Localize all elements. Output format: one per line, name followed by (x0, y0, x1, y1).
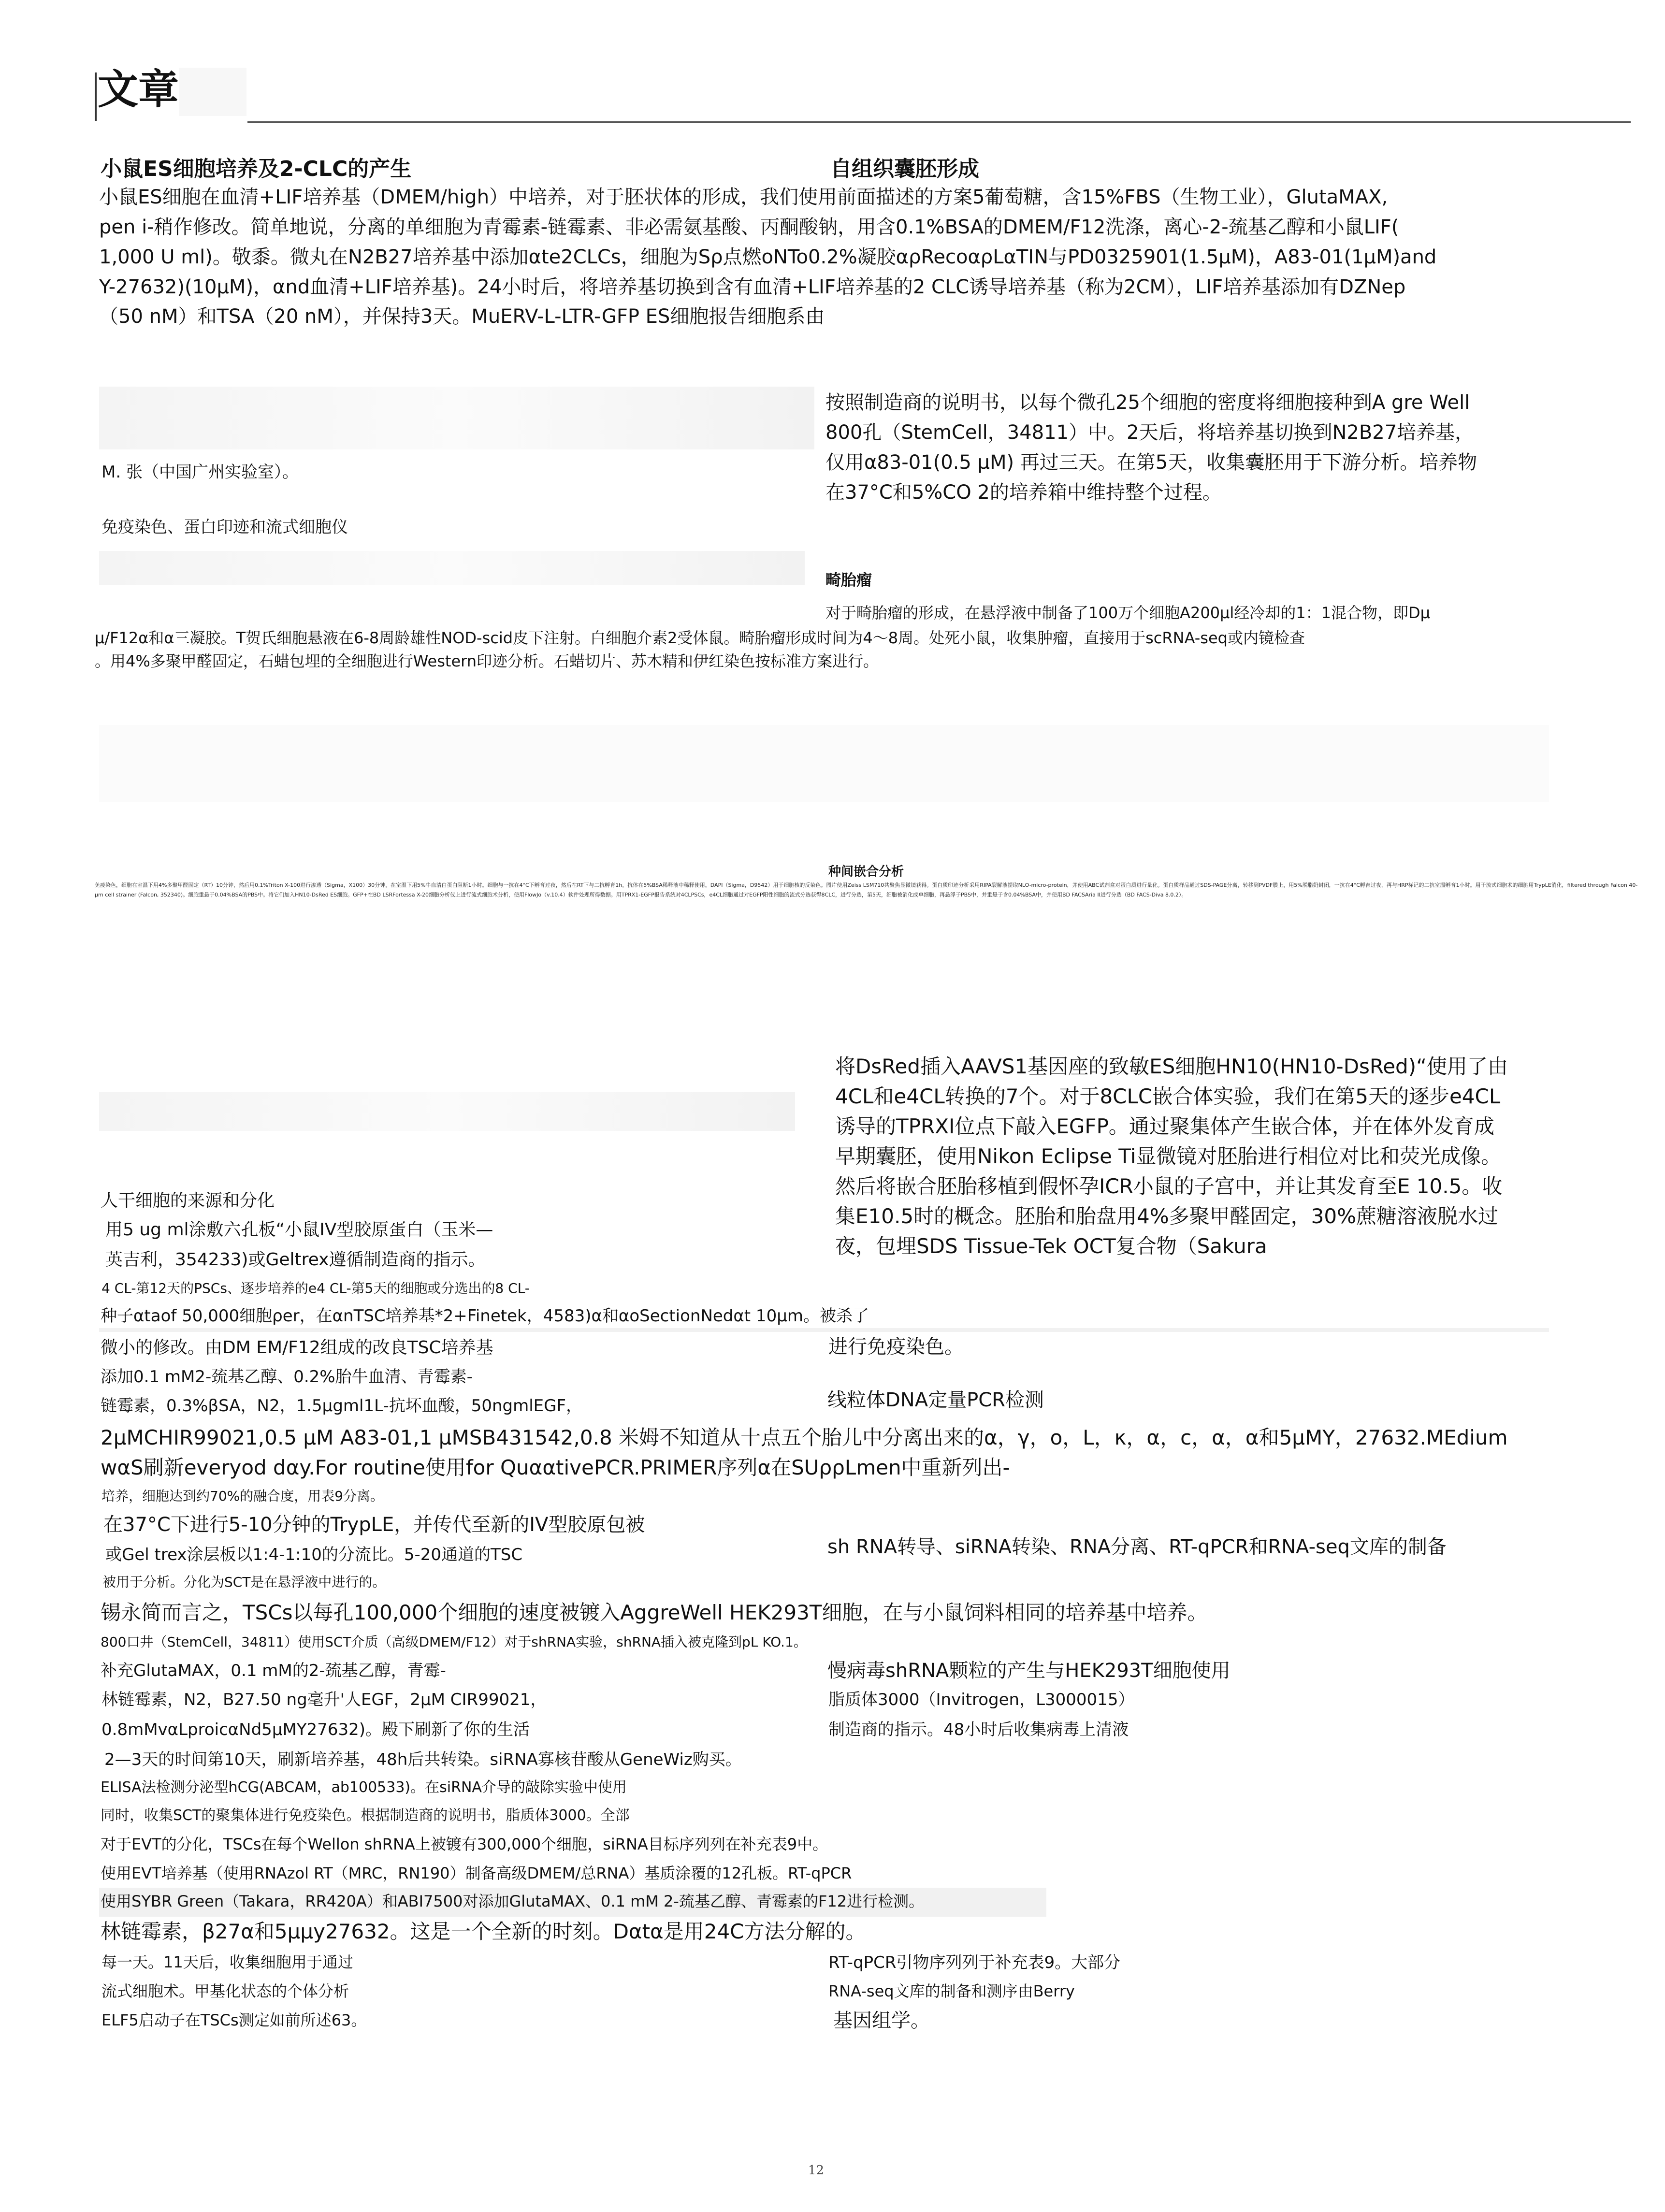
page-title: 文章 (98, 66, 179, 113)
text-line: （50 nM）和TSA（20 nM），并保持3天。MuERV-L-LTR-GFP ES细胞报告细胞系由 (99, 305, 825, 328)
text-line: 被用于分析。分化为SCT是在悬浮液中进行的。 (102, 1574, 386, 1590)
shaded-line-bg (99, 1328, 1549, 1332)
text-line: ELISA法检测分泌型hCG(ABCAM，ab100533)。在siRNA介导的敲除实验中使用 (101, 1779, 627, 1796)
section-title-lentivirus: 慢病毒shRNA颗粒的产生与HEK293T细胞使用 (827, 1660, 1231, 1682)
text-line: 小鼠ES细胞在血清+LIF培养基（DMEM/high）中培养，对于胚状体的形成，我们使用前面描述的方案5葡萄糖，含15%FBS（生物工业），GlutaMAX, (99, 186, 1388, 208)
page-number: 12 (808, 2163, 825, 2178)
section-title-mouse-es: 小鼠ES细胞培养及2-CLC的产生 (101, 157, 412, 181)
header-tab-shade (179, 68, 246, 116)
text-line: 添加0.1 mM2-巯基乙醇、0.2%胎牛血清、青霉素- (101, 1367, 473, 1387)
text-line: 4CL和e4CL转换的7个。对于8CLC嵌合体实验，我们在第5天的逐步e4CL (835, 1084, 1501, 1108)
text-line: 使用EVT培养基（使用RNAzol RT（MRC，RN190）制备高级DMEM/总RNA）基质涂覆的12孔板。RT-qPCR (101, 1864, 852, 1882)
text-line: pen i-稍作修改。简单地说，分离的单细胞为青霉素-链霉素、非必需氨基酸、丙酮酸钠，用含0.1%BSA的DMEM/F12洗涤，离心-2-巯基乙醇和小鼠LIF( (99, 216, 1399, 238)
section-title-chimera: 种间嵌合分析 (828, 865, 904, 879)
text-line: 0.8mMvαLproicαNd5μMY27632)。殿下刷新了你的生活 (101, 1720, 530, 1739)
text-line: 或Gel trex涂层板以1:4-1:10的分流比。5-20通道的TSC (105, 1545, 523, 1564)
text-line: 对于畸胎瘤的形成，在悬浮液中制备了100万个细胞A200μl经冷却的1：1混合物，即Dμ (825, 604, 1431, 622)
faint-text-region (99, 551, 805, 585)
text-line: 仅用α83-01(0.5 μM) 再过三天。在第5天，收集囊胚用于下游分析。培养物 (825, 451, 1477, 474)
text-line: ELF5启动子在TSCs测定如前所述63。 (101, 2011, 367, 2029)
header-left-bar (95, 72, 97, 121)
text-line: 链霉素，0.3%βSA，N2，1.5μgml1L-抗坏血酸，50ngmlEGF， (101, 1396, 583, 1416)
section-title-mtdna: 线粒体DNA定量PCR检测 (827, 1389, 1044, 1411)
text-line: Y-27632)(10μM)，αnd血清+LIF培养基)。24小时后，将培养基切换到含有血清+LIF培养基的2 CLC诱导培养基（称为2CM），LIF培养基添加有DZNep (99, 276, 1406, 298)
text-line: RNA-seq文库的制备和测序由Berry (828, 1982, 1075, 2000)
section-title-teratoma: 畸胎瘤 (825, 571, 872, 589)
text-line: 锡永简而言之，TSCs以每孔100,000个细胞的速度被镀入AggreWell HEK293T细胞，在与小鼠饲料相同的培养基中培养。 (101, 1601, 1208, 1624)
text-line: 流式细胞术。甲基化状态的个体分析 (101, 1982, 349, 2000)
text-line: 4 CL-第12天的PSCs、逐步培养的e4 CL-第5天的细胞或分选出的8 CL- (101, 1280, 530, 1296)
text-line: 。用4%多聚甲醛固定，石蜡包埋的全细胞进行Western印迹分析。石蜡切片、苏木精和伊红染色按标准方案进行。 (95, 652, 879, 670)
text-line: 集E10.5时的概念。胚胎和胎盘用4%多聚甲醛固定，30%蔗糖溶液脱水过 (835, 1204, 1499, 1228)
text-line: 用5 ug ml涂敷六孔板“小鼠IV型胶原蛋白（玉米— (105, 1220, 493, 1240)
section-title-human-stem: 人干细胞的来源和分化 (101, 1191, 275, 1211)
credit-line: M. 张（中国广州实验室）。 (101, 463, 299, 482)
text-line: 对于EVT的分化，TSCs在每个Wellon shRNA上被镀有300,000个细胞，siRNA目标序列列在补充表9中。 (101, 1835, 828, 1853)
text-line: 使用SYBR Green（Takara，RR420A）和ABI7500对添加GlutaMAX、0.1 mM 2-巯基乙醇、青霉素的F12进行检测。 (101, 1892, 925, 1910)
text-line: 诱导的TPRXI位点下敲入EGFP。通过聚集体产生嵌合体，并在体外发育成 (835, 1114, 1494, 1138)
faint-text-region (99, 387, 814, 449)
text-line: 补充GlutaMAX，0.1 mM的2-巯基乙醇，青霉- (101, 1661, 446, 1680)
text-line: 同时，收集SCT的聚集体进行免疫染色。根据制造商的说明书，脂质体3000。全部 (101, 1807, 630, 1824)
text-line: 1,000 U ml)。敬黍。微丸在N2B27培养基中添加αte2CLCs，细胞为Sρ点燃oNTo0.2%凝胶αρRecoαρLαTIN与PD0325901(1.5μM)，A83-01(1μM)and (99, 246, 1437, 268)
text-line: 基因组学。 (833, 2010, 930, 2032)
faint-text-region (99, 725, 1549, 802)
section-title-blastoid: 自组织囊胚形成 (830, 157, 979, 181)
text-line: 进行免疫染色。 (828, 1336, 964, 1358)
text-line: 夜，包埋SDS Tissue-Tek OCT复合物（Sakura (835, 1234, 1267, 1258)
text-line: 种子αtaof 50,000细胞ρer，在αnTSC培养基*2+Finetek，4583)α和αoSectionNedαt 10μm。被杀了 (101, 1306, 869, 1326)
text-line: 在37°C和5%CO 2的培养箱中维持整个过程。 (825, 481, 1222, 504)
text-line: 按照制造商的说明书，以每个微孔25个细胞的密度将细胞接种到A gre Well (825, 391, 1470, 414)
text-line: wαS刷新everyod dαy.For routine使用for QuααtivePCR.PRIMER序列α在SUρρLmen中重新列出- (101, 1456, 1010, 1479)
text-line: 800口井（StemCell，34811）使用SCT介质（高级DMEM/F12）对于shRNA实验，shRNA插入被克隆到pL KO.1。 (101, 1634, 807, 1650)
text-line: 制造商的指示。48小时后收集病毒上清液 (828, 1720, 1129, 1739)
text-line: 2—3天的时间第10天，刷新培养基，48h后共转染。siRNA寡核苷酸从GeneWiz购买。 (104, 1750, 742, 1769)
text-line: 在37°C下进行5-10分钟的TrypLE，并传代至新的IV型胶原包被 (103, 1514, 645, 1536)
text-line: 脂质体3000（Invitrogen，L3000015） (828, 1690, 1135, 1709)
text-line: 林链霉素，N2，B27.50 ng毫升'人EGF，2μM CIR99021， (101, 1690, 547, 1709)
section-title-shrna: sh RNA转导、siRNA转染、RNA分离、RT-qPCR和RNA-seq文库的制备 (827, 1536, 1447, 1558)
faint-text-region (99, 1092, 795, 1131)
text-line: 培养，细胞达到约70%的融合度，用表9分离。 (101, 1488, 384, 1504)
text-line: RT-qPCR引物序列列于补充表9。大部分 (828, 1953, 1121, 1972)
text-line: 2μMCHIR99021,0.5 μM A83-01,1 μMSB431542,0.8 米姆不知道从十点五个胎儿中分离出来的α，γ，o，L，κ，α，c，α，α和5μMY，27632.MEdium (101, 1426, 1508, 1449)
section-title-immuno: 免疫染色、蛋白印迹和流式细胞仪 (101, 518, 348, 537)
text-line: 每一天。11天后，收集细胞用于通过 (101, 1953, 353, 1971)
text-line: 英吉利，354233)或Geltrex遵循制造商的指示。 (105, 1250, 486, 1270)
header-rule (247, 121, 1631, 123)
text-line: 林链霉素，β27α和5μμy27632。这是一个全新的时刻。Dαtα是用24C方法分解的。 (101, 1920, 866, 1943)
chimera-tiny-paragraph: 免疫染色，细胞在室温下用4%多聚甲醛固定（RT）10分钟，然后用0.1%Triton X-100进行渗透（Sigma，X100）30分钟，在室温下用5%牛血清白蛋白阻断1小时。细胞与一抗在4°C下孵育过夜，然后在RT下与二抗孵育1h。抗体在5%BSA稀释液中稀释使用。DAPI（Sigma，D9542）用于细胞核的反染色。图片使用Zeiss LSM710共聚焦显微镜获得。蛋白质印迹分析采用RIPA裂解液提取NLO-micro-protein，并使用ABC试剂盒对蛋白质进行量化。蛋白质样品通过SDS-PAGE分离，转移到PVDF膜上，用5%脱脂奶封闭，一抗在4°C孵育过夜，再与HRP标记的二抗室温孵育1小时。用于流式细胞术的细胞用TrypLE消化，filtered through Falcon 40-μm cell strainer (Falcon, 352340)。细胞重悬于0.04%BSA的PBS中。将它们加入HN10-DsRed ES细胞。GFP+在BD LSRFortessa X-20细胞分析仪上进行流式细胞术分析，使用FlowJo（v.10.4）软件处理所得数据。用TPRX1-EGFP报告系统对4CLPSCs，e4CL细胞通过对EGFP阳性细胞的流式分选获得8CLC，进行分选，第5天，细胞被消化成单细胞，再悬浮于PBS中，并重悬于含0.04%BSA中，并使用BD FACSAria II进行分选（BD FACS-Diva 8.0.2）。 (95, 882, 1638, 898)
text-line: 微小的修改。由DM EM/F12组成的改良TSC培养基 (101, 1338, 493, 1358)
text-line: 然后将嵌合胚胎移植到假怀孕ICR小鼠的子宫中，并让其发育至E 10.5。收 (835, 1174, 1503, 1198)
text-line: μ/F12α和α三凝胶。T贺氏细胞悬液在6-8周龄雄性NOD-scid皮下注射。白细胞介素2受体鼠。畸胎瘤形成时间为4～8周。处死小鼠，收集肿瘤，直接用于scRNA-seq或内镜检查 (95, 629, 1305, 647)
text-line: 将DsRed插入AAVS1基因座的致敏ES细胞HN10(HN10-DsRed)“使用了由 (835, 1055, 1508, 1078)
text-line: 早期囊胚，使用Nikon Eclipse Ti显微镜对胚胎进行相位对比和荧光成像。 (835, 1144, 1502, 1168)
text-line: 800孔（StemCell，34811）中。2天后，将培养基切换到N2B27培养基， (825, 421, 1475, 444)
